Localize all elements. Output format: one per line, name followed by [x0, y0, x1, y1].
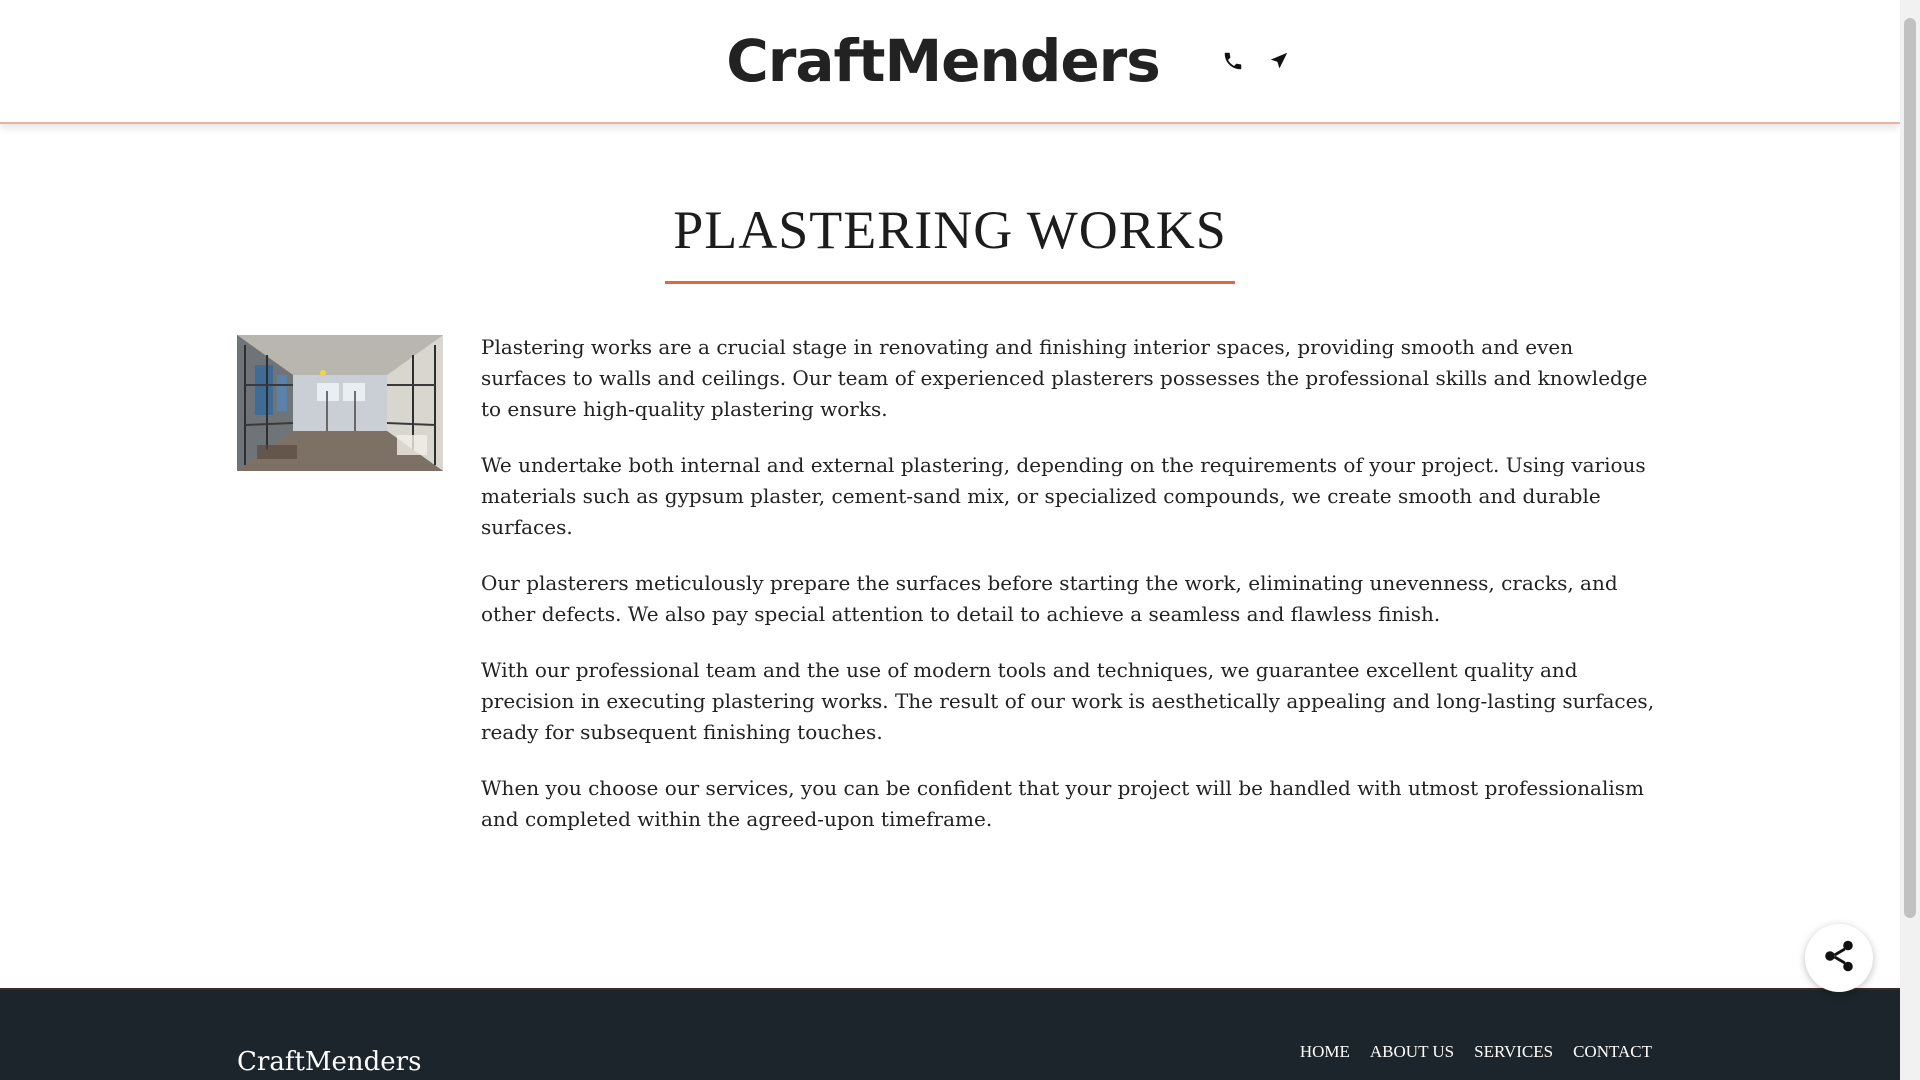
- footer-link-services[interactable]: SERVICES: [1474, 1042, 1554, 1061]
- title-underline: [665, 281, 1235, 284]
- site-footer: [0, 988, 1900, 1080]
- share-button[interactable]: [1805, 924, 1873, 992]
- scrollbar-thumb[interactable]: [1904, 18, 1916, 918]
- footer-link-about-us[interactable]: ABOUT US: [1369, 1042, 1455, 1061]
- paragraph: When you choose our services, you can be confident that your project will be handled with utmost professionalism and completed within the agreed-upon timeframe.: [481, 776, 1644, 831]
- page-scrollbar[interactable]: [1900, 0, 1920, 1080]
- navigation-arrow-icon[interactable]: [1264, 46, 1294, 76]
- plastering-interior-photo: [237, 335, 443, 471]
- footer-link-home[interactable]: HOME: [1299, 1042, 1350, 1061]
- paragraph: With our professional team and the use of modern tools and techniques, we guarantee excellent quality and precision in executing plastering works. The result of our work is aesthetically appealing and long-lasting surfaces, ready for subsequent finishing touches.: [481, 658, 1655, 744]
- site-logo[interactable]: CraftMenders: [726, 27, 1160, 95]
- footer-nav: [1300, 1042, 1652, 1062]
- content-body: [481, 332, 1661, 860]
- page-title: PLASTERING WORKS: [673, 200, 1227, 260]
- paragraph: Plastering works are a crucial stage in renovating and finishing interior spaces, providing smooth and even surfaces to walls and ceilings. Our team of experienced plasterers possesses the professional skills and knowledge to ensure high-quality plastering works.: [481, 335, 1648, 421]
- paragraph: Our plasterers meticulously prepare the surfaces before starting the work, eliminating unevenness, cracks, and other defects. We also pay special attention to detail to achieve a seamless and flawless finish.: [481, 571, 1618, 626]
- share-icon: [1821, 938, 1857, 978]
- phone-icon[interactable]: [1218, 46, 1248, 76]
- footer-brand: CraftMenders: [237, 1047, 422, 1077]
- paragraph: We undertake both internal and external plastering, depending on the requirements of your project. Using various materials such as gypsum plaster, cement-sand mix, or specialized compounds, we create smooth and durable surfaces.: [481, 453, 1646, 539]
- site-header: [0, 0, 1900, 124]
- footer-link-contact[interactable]: CONTACT: [1573, 1042, 1652, 1061]
